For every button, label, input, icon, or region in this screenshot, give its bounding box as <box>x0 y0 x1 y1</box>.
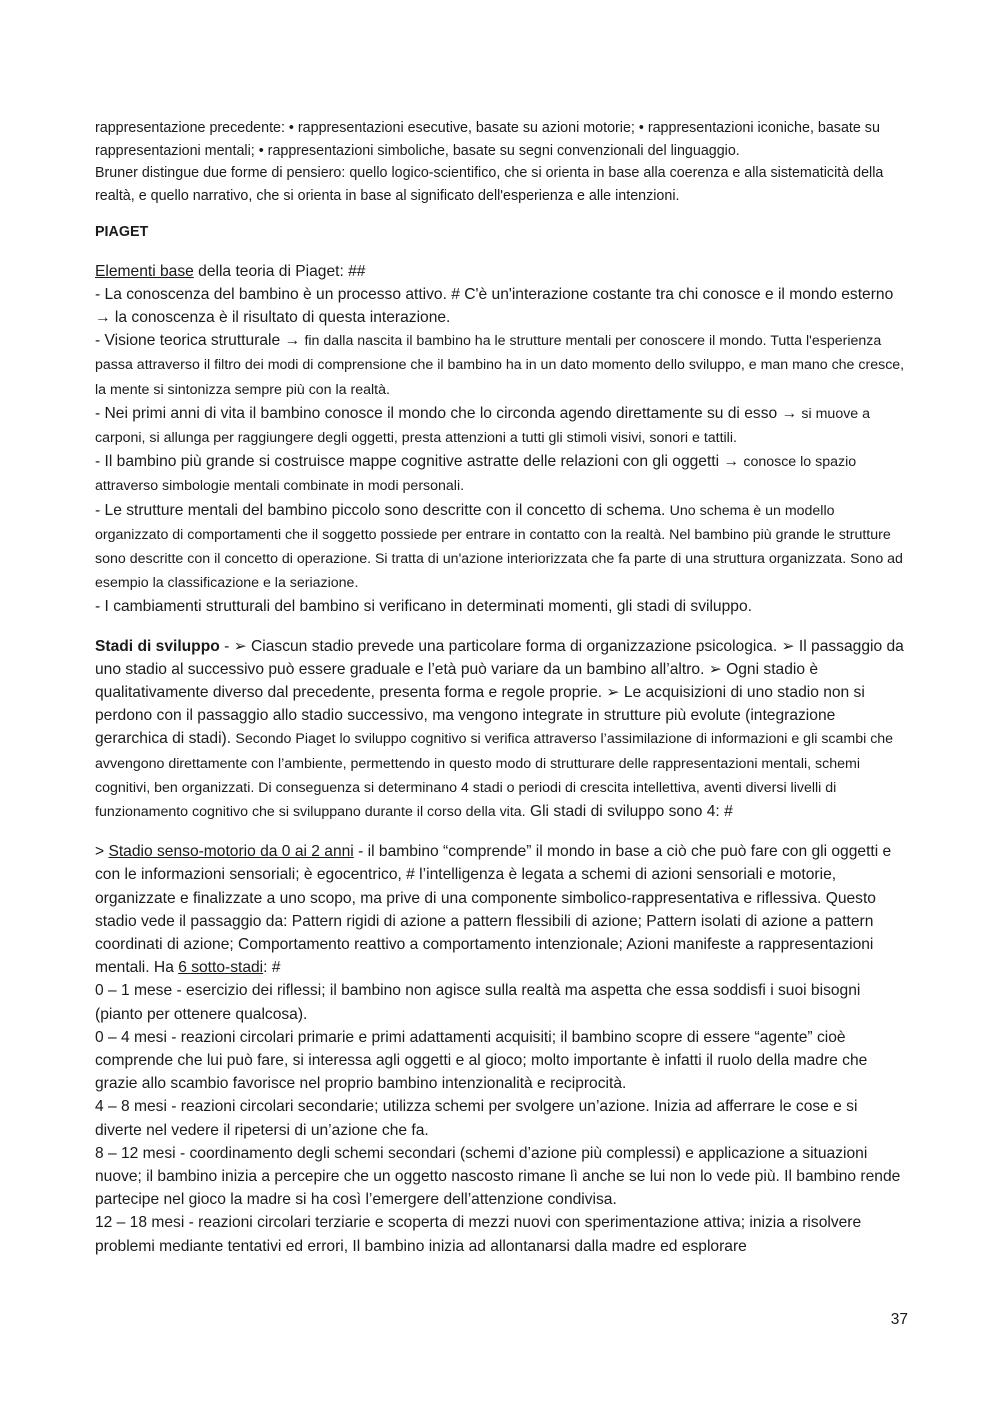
element-item-5-main: - Le strutture mentali del bambino piccolo sono descritte con il concetto di schema. <box>95 501 670 519</box>
element-item-2-detail: fin dalla nascita il bambino ha le strutture mentali per conoscere il mondo. Tutta l'esperienza passa attraverso il filtro dei modi di comprensione che il bambino ha in un dato momento dello sviluppo, e man mano che cresce, la mente si sintonizza sempre più con la realtà. <box>95 333 905 398</box>
element-item-2 <box>95 329 907 402</box>
stadi-paragraph <box>95 635 907 825</box>
senso-motorio-text-end: : # <box>263 959 281 977</box>
element-item-2-main: - Visione teorica strutturale → <box>95 332 305 350</box>
senso-motorio-title: Stadio senso-motorio da 0 ai 2 anni <box>108 843 354 861</box>
elementi-base-title: Elementi base <box>95 262 194 280</box>
stadi-title: Stadi di sviluppo <box>95 637 220 655</box>
element-item-4 <box>95 450 907 498</box>
substage-5: 12 – 18 mesi - reazioni circolari terziarie e scoperta di mezzi nuovi con sperimentazione attiva; inizia a risolvere problemi mediante tentativi ed errori, Il bambino inizia ad allontanarsi dalla madre ed esplorare <box>95 1214 862 1255</box>
bruner-paragraph: Bruner distingue due forme di pensiero: quello logico-scientifico, che si orienta in base alla coerenza e alla sistematicità della realtà, e quello narrativo, che si orienta in base al significato dell'esperienza e alle intenzioni. <box>95 165 884 204</box>
element-item-6: - I cambiamenti strutturali del bambino si verificano in determinati momenti, gli stadi di sviluppo. <box>95 598 752 616</box>
element-item-5 <box>95 499 907 596</box>
page-number: 37 <box>890 1311 908 1328</box>
element-item-3-main: - Nei primi anni di vita il bambino conosce il mondo che lo circonda agendo direttamente su di esso → <box>95 404 802 422</box>
stadi-main: - ➢ Ciascun stadio prevede una particolare forma di organizzazione psicologica. ➢ Il passaggio da uno stadio al successivo può essere graduale e l’età può variare da un bambino all’altro. ➢ Ogni stadio è qualitativamente diverso dal precedente, presenta forma e regole proprie. ➢ Le acquisizioni di uno stadio non si perdono con il passaggio allo stadio successivo, ma vengono integrate in strutture più evolute (integrazione gerarchica di stadi). <box>95 637 904 748</box>
elementi-base-rest: della teoria di Piaget: ## <box>193 262 366 280</box>
substage-3: 4 – 8 mesi - reazioni circolari secondarie; utilizza schemi per svolgere un’azione. Inizia ad afferrare le cose e si diverte nel vedere il ripetersi di un’azione che fa. <box>95 1098 858 1139</box>
intro-paragraph: rappresentazione precedente: • rappresentazioni esecutive, basate su azioni motorie; • rappresentazioni iconiche, basate su rappresentazioni mentali; • rappresentazioni simboliche, basate su segni convenzionali del linguaggio. <box>95 120 880 159</box>
element-item-5-detail: Uno schema è un modello organizzato di comportamenti che il soggetto possiede per entrare in contatto con la realtà. Nel bambino più grande le strutture sono descritte con il concetto di operazione. Si tratta di un'azione interiorizzata che fa parte di una struttura organizzata. Sono ad esempio la classificazione e la seriazione. <box>95 502 903 592</box>
document-page <box>95 117 907 1258</box>
element-item-1: - La conoscenza del bambino è un processo attivo. # C'è un'interazione costante tra chi conosce e il mondo esterno → la conoscenza è il risultato di questa interazione. <box>95 285 894 326</box>
senso-motorio-paragraph <box>95 840 907 979</box>
element-item-4-main: - Il bambino più grande si costruisce mappe cognitive astratte delle relazioni con gli oggetti → <box>95 453 744 471</box>
substage-4: 8 – 12 mesi - coordinamento degli schemi secondari (schemi d’azione più complessi) e applicazione a situazioni nuove; il bambino inizia a percepire che un oggetto nascosto rimane lì anche se lui non lo vede più. Il bambino rende partecipe nel gioco la madre si ha così l’emergere dell’attenzione condivisa. <box>95 1144 901 1209</box>
sotto-stadi-label: 6 sotto-stadi <box>178 959 264 977</box>
stadi-end: Gli stadi di sviluppo sono 4: # <box>525 802 733 820</box>
substage-2: 0 – 4 mesi - reazioni circolari primarie e primi adattamenti acquisiti; il bambino scopre di essere “agente” cioè comprende che lui può fare, si interessa agli oggetti e al gioco; molto importante è infatti il ruolo della madre che grazie allo scambio favorisce nel proprio bambino intenzionalità e reciprocità. <box>95 1028 868 1093</box>
elementi-base-line <box>95 260 907 283</box>
senso-motorio-text: - il bambino “comprende” il mondo in base a ciò che può fare con gli oggetti e con le informazioni sensoriali; è egocentrico, # l’intelligenza è legata a schemi di azioni sensoriali e motorie, organizzate e finalizzate a uno scopo, ma prive di una componente simbolico-rappresentativa e riflessiva. Questo stadio vede il passaggio da: Pattern rigidi di azione a pattern flessibili di azione; Pattern isolati di azione a pattern coordinati di azione; Comportamento reattivo a comportamento intenzionale; Azioni manifeste a rappresentazioni mentali. Ha <box>95 843 892 977</box>
element-item-3 <box>95 402 907 450</box>
element-item-4-detail: conosce lo spazio attraverso simbologie mentali combinate in modi personali. <box>95 454 857 495</box>
stadi-detail: Secondo Piaget lo sviluppo cognitivo si verifica attraverso l’assimilazione di informazioni e gli scambi che avvengono direttamente con l’ambiente, permettendo in questo modo di strutturare delle rappresentazioni mentali, schemi cognitivi, ben organizzati. Di conseguenza si determinano 4 stadi o periodi di crescita intellettiva, aventi diversi livelli di funzionamento cognitivo che si sviluppano durante il corso della vita. <box>95 731 894 820</box>
substage-1: 0 – 1 mese - esercizio dei riflessi; il bambino non agisce sulla realtà ma aspetta che essa soddisfi i suoi bisogni (pianto per ottenere qualcosa). <box>95 982 861 1023</box>
senso-prefix: > <box>95 843 109 861</box>
element-item-3-detail: si muove a carponi, si allunga per raggiungere degli oggetti, presta attenzioni a tutti gli stimoli visivi, sonori e tattili. <box>95 405 871 446</box>
section-heading-piaget: PIAGET <box>95 224 149 240</box>
